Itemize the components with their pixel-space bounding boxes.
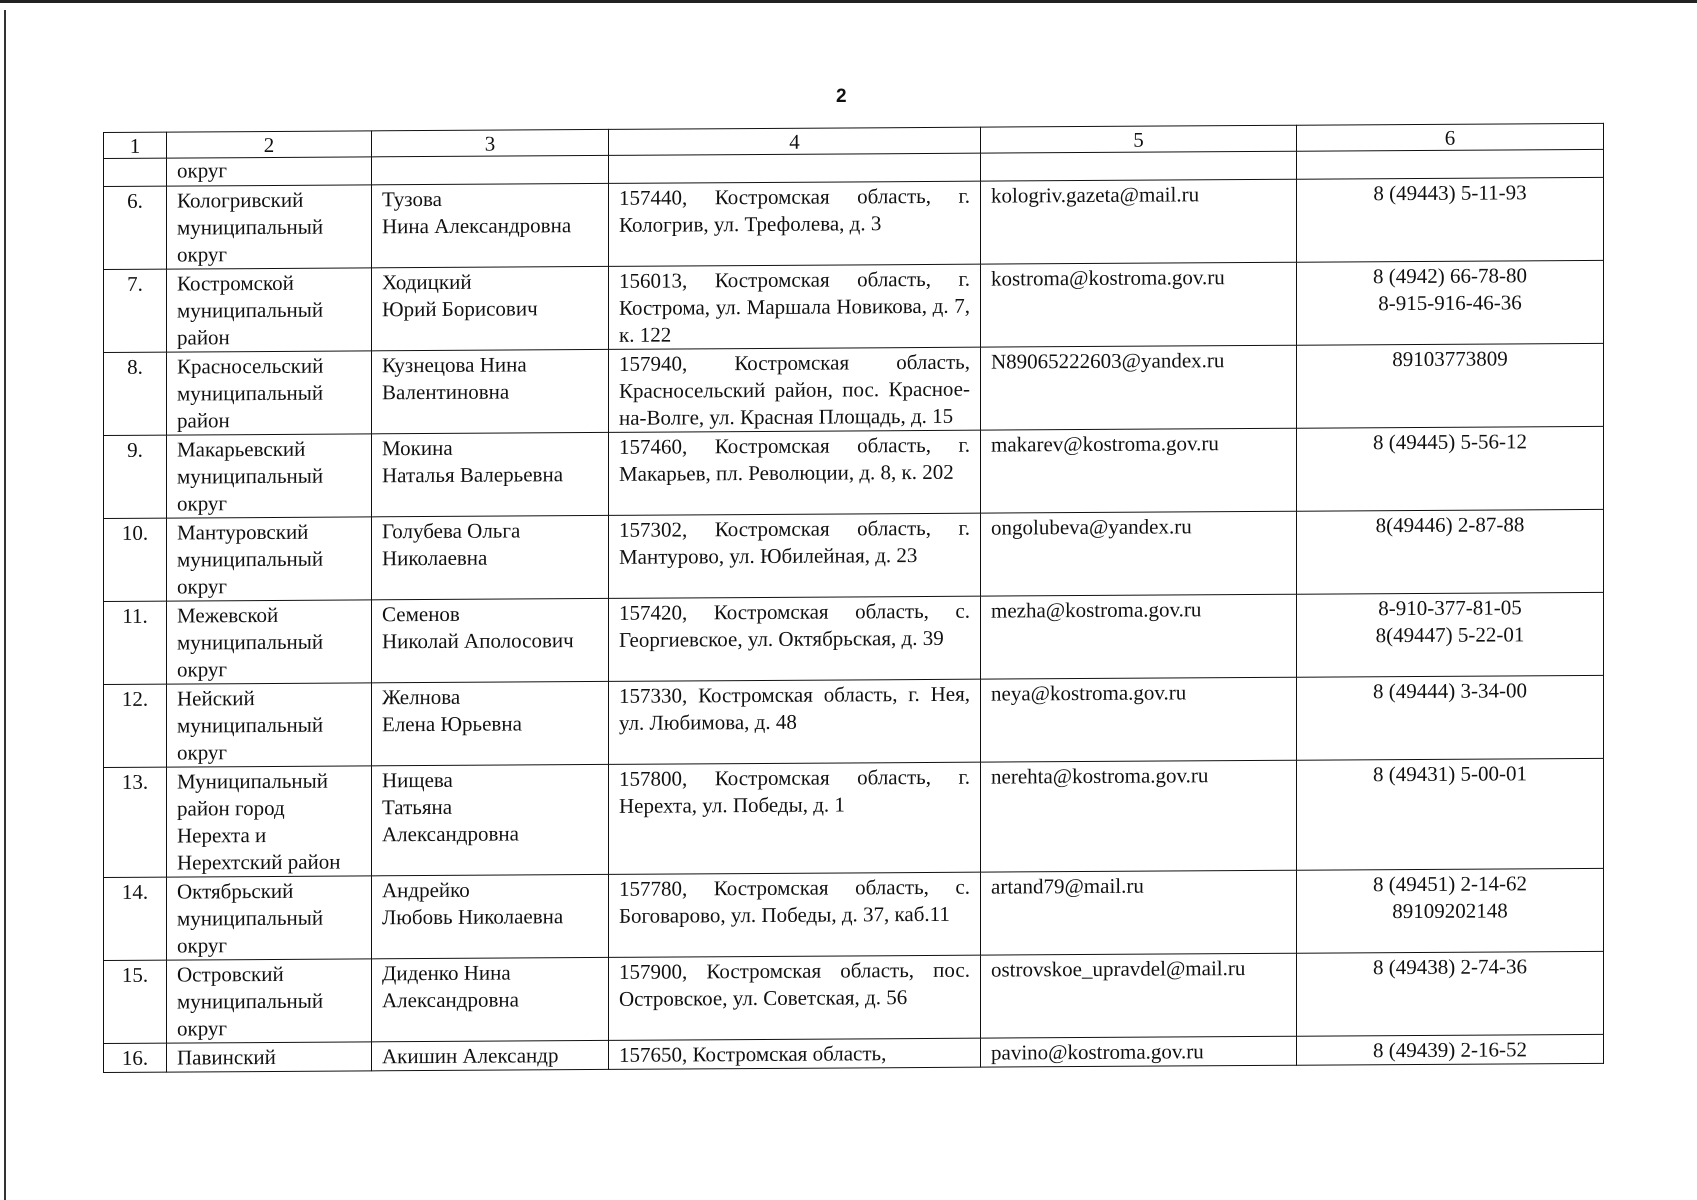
head-name <box>372 183 609 267</box>
district-name <box>167 268 372 352</box>
head-name-line: Мокина <box>382 435 453 461</box>
continuation-cell <box>609 153 981 183</box>
head-name-line: Нищева <box>382 767 453 793</box>
row-number: 6. <box>104 186 167 269</box>
postal-address: 157302, Костромская область, г. Мантурово, ул. Юбилейная, д. 23 <box>609 513 981 598</box>
postal-address: 157440, Костромская область, г. Кологрив, ул. Трефолева, д. 3 <box>609 181 981 266</box>
row-number: 14. <box>104 877 167 960</box>
head-name-line: Татьяна <box>382 794 453 820</box>
phone-numbers <box>1297 260 1604 345</box>
district-name <box>167 600 372 684</box>
head-name-line: Андрейко <box>382 877 470 903</box>
email-address: pavino@kostroma.gov.ru <box>981 1036 1297 1067</box>
head-name <box>372 266 609 350</box>
postal-address: 157420, Костромская область, с. Георгиевское, ул. Октябрьская, д. 39 <box>609 596 981 681</box>
district-name <box>167 517 372 601</box>
district-name-line: Красносельский <box>177 353 324 379</box>
scan-edge-left <box>4 10 6 1200</box>
district-name-line: муниципальный <box>177 214 324 240</box>
head-name <box>372 515 609 599</box>
column-number: 1 <box>104 132 167 158</box>
table-row <box>104 343 1604 435</box>
head-name <box>372 349 609 433</box>
district-name <box>167 351 372 435</box>
phone-number: 8 (49444) 3-34-00 <box>1373 678 1527 704</box>
phone-number: 8 (49451) 2-14-62 <box>1373 871 1527 897</box>
table-row <box>104 177 1604 269</box>
district-name-line: муниципальный <box>177 463 324 489</box>
email-address: ongolubeva@yandex.ru <box>981 511 1297 596</box>
email-address: kologriv.gazeta@mail.ru <box>981 179 1297 264</box>
phone-number: 89109202148 <box>1392 898 1508 924</box>
postal-address: 157900, Костромская область, пос. Островское, ул. Советская, д. 56 <box>609 955 981 1040</box>
row-number: 8. <box>104 352 167 435</box>
district-name-line: район <box>177 408 230 433</box>
phone-numbers <box>1297 675 1604 760</box>
district-name-line: округ <box>177 657 228 682</box>
district-name-line: Нерехтский район <box>177 849 341 875</box>
phone-numbers <box>1297 592 1604 677</box>
email-address: kostroma@kostroma.gov.ru <box>981 262 1297 347</box>
district-name-line: Октябрьский <box>177 878 294 904</box>
district-name-line: округ <box>177 740 228 765</box>
head-name-line: Александровна <box>382 821 519 847</box>
district-name-line: Муниципальный <box>177 768 328 794</box>
table-row <box>104 758 1604 877</box>
row-number: 16. <box>104 1043 167 1072</box>
phone-numbers <box>1297 177 1604 262</box>
registry-table <box>103 123 1604 1073</box>
phone-number: 8-915-916-46-36 <box>1378 290 1522 316</box>
table-row <box>104 426 1604 518</box>
district-name-line: муниципальный <box>177 380 324 406</box>
table-row <box>104 509 1604 601</box>
district-name-line: муниципальный <box>177 297 324 323</box>
table-row <box>104 675 1604 767</box>
continuation-cell <box>1297 149 1604 179</box>
row-number: 10. <box>104 518 167 601</box>
district-name <box>167 876 372 960</box>
phone-number: 8(49447) 5-22-01 <box>1375 622 1525 648</box>
row-number: 9. <box>104 435 167 518</box>
table-row <box>104 592 1604 684</box>
column-number: 3 <box>372 129 609 156</box>
column-number: 6 <box>1297 123 1604 151</box>
phone-numbers <box>1297 1034 1604 1065</box>
district-name <box>167 683 372 767</box>
phone-number: 8 (49438) 2-74-36 <box>1373 954 1527 980</box>
phone-number: 8 (49445) 5-56-12 <box>1373 429 1527 455</box>
district-name-line: район город <box>177 795 285 821</box>
head-name-line: Александровна <box>382 987 519 1013</box>
phone-numbers <box>1297 426 1604 511</box>
phone-numbers <box>1297 951 1604 1036</box>
head-name-line: Нина Александровна <box>382 213 572 239</box>
scan-edge-top <box>0 0 1697 3</box>
head-name-line: Диденко Нина <box>382 960 511 986</box>
email-address: mezha@kostroma.gov.ru <box>981 594 1297 679</box>
district-name-line: округ <box>177 491 228 516</box>
phone-number: 8 (4942) 66-78-80 <box>1373 263 1527 289</box>
row-number: 13. <box>104 767 167 877</box>
district-name-line: округ <box>177 242 228 267</box>
head-name-line: Валентиновна <box>382 379 510 405</box>
continuation-district: округ <box>167 157 372 186</box>
head-name <box>372 432 609 516</box>
district-name <box>167 959 372 1043</box>
district-name-line: Мантуровский <box>177 519 309 545</box>
table-row <box>104 951 1604 1043</box>
district-name-line: Нерехта и <box>177 823 267 848</box>
head-name-line: Ходицкий <box>382 269 472 295</box>
district-name <box>167 766 372 877</box>
head-name <box>372 957 609 1041</box>
postal-address: 156013, Костромская область, г. Кострома, ул. Маршала Новикова, д. 7, к. 122 <box>609 264 981 349</box>
district-name-line: Островский <box>177 961 284 987</box>
head-name <box>372 874 609 958</box>
email-address: makarev@kostroma.gov.ru <box>981 428 1297 513</box>
email-address: ostrovskoe_upravdel@mail.ru <box>981 953 1297 1038</box>
head-name <box>372 681 609 765</box>
district-name-line: район <box>177 325 230 350</box>
head-name-line: Семенов <box>382 601 460 627</box>
head-name <box>372 598 609 682</box>
postal-address: 157650, Костромская область, <box>609 1038 981 1069</box>
district-name-line: Нейский <box>177 686 255 711</box>
head-name-line: Николай Аполосович <box>382 628 574 654</box>
phone-number: 89103773809 <box>1392 346 1508 372</box>
row-number: 15. <box>104 960 167 1043</box>
phone-number: 8 (49431) 5-00-01 <box>1373 761 1527 787</box>
column-number: 2 <box>167 131 372 158</box>
column-number: 4 <box>609 127 981 155</box>
postal-address: 157940, Костромская область, Красносельский район, пос. Красное-на-Волге, ул. Красная Площадь, д. 15 <box>609 347 981 432</box>
district-name-line: Кологривский <box>177 187 304 213</box>
phone-numbers <box>1297 509 1604 594</box>
district-name-line: округ <box>177 933 228 958</box>
district-name <box>167 1042 372 1072</box>
column-number: 5 <box>981 125 1297 153</box>
continuation-cell <box>981 151 1297 181</box>
district-name-line: муниципальный <box>177 988 324 1014</box>
phone-number: 8-910-377-81-05 <box>1378 595 1522 621</box>
email-address: neya@kostroma.gov.ru <box>981 677 1297 762</box>
email-address: artand79@mail.ru <box>981 870 1297 955</box>
postal-address: 157330, Костромская область, г. Нея, ул. Любимова, д. 48 <box>609 679 981 764</box>
continuation-cell <box>372 155 609 184</box>
continuation-cell <box>104 158 167 186</box>
head-name-line: Юрий Борисович <box>382 296 538 322</box>
head-name-line: Любовь Николаевна <box>382 904 564 930</box>
head-name <box>372 764 609 875</box>
head-name-line: Николаевна <box>382 545 488 571</box>
district-name <box>167 434 372 518</box>
head-name-line: Акишин Александр <box>382 1043 559 1069</box>
table-row <box>104 260 1604 352</box>
phone-numbers <box>1297 868 1604 953</box>
phone-numbers <box>1297 758 1604 870</box>
head-name-line: Голубева Ольга <box>382 518 521 544</box>
district-name-line: муниципальный <box>177 546 324 572</box>
district-name <box>167 185 372 269</box>
page-number: 2 <box>836 86 847 107</box>
postal-address: 157460, Костромская область, г. Макарьев, пл. Революции, д. 8, к. 202 <box>609 430 981 515</box>
postal-address: 157780, Костромская область, с. Боговарово, ул. Победы, д. 37, каб.11 <box>609 872 981 957</box>
postal-address: 157800, Костромская область, г. Нерехта, ул. Победы, д. 1 <box>609 762 981 874</box>
head-name-line: Кузнецова Нина <box>382 352 527 378</box>
table-row <box>104 868 1604 960</box>
row-number: 11. <box>104 601 167 684</box>
phone-number: 8 (49443) 5-11-93 <box>1373 180 1527 206</box>
row-number: 12. <box>104 684 167 767</box>
phone-number: 8 (49439) 2-16-52 <box>1373 1037 1527 1063</box>
phone-numbers <box>1297 343 1604 428</box>
phone-number: 8(49446) 2-87-88 <box>1375 512 1525 538</box>
head-name-line: Елена Юрьевна <box>382 711 522 737</box>
email-address: N89065222603@yandex.ru <box>981 345 1297 430</box>
district-name-line: Павинский <box>177 1044 276 1070</box>
email-address: nerehta@kostroma.gov.ru <box>981 760 1297 872</box>
district-name-line: муниципальный <box>177 629 324 655</box>
district-name-line: Межевской <box>177 602 279 628</box>
district-name-line: муниципальный <box>177 905 324 931</box>
head-name-line: Желнова <box>382 684 461 710</box>
row-number: 7. <box>104 269 167 352</box>
district-name-line: округ <box>177 1016 228 1041</box>
district-name-line: округ <box>177 574 228 599</box>
district-name-line: Костромской <box>177 270 294 296</box>
head-name <box>372 1040 609 1070</box>
district-name-line: муниципальный <box>177 712 324 738</box>
head-name-line: Тузова <box>382 186 442 212</box>
district-name-line: Макарьевский <box>177 436 306 462</box>
head-name-line: Наталья Валерьевна <box>382 462 564 488</box>
